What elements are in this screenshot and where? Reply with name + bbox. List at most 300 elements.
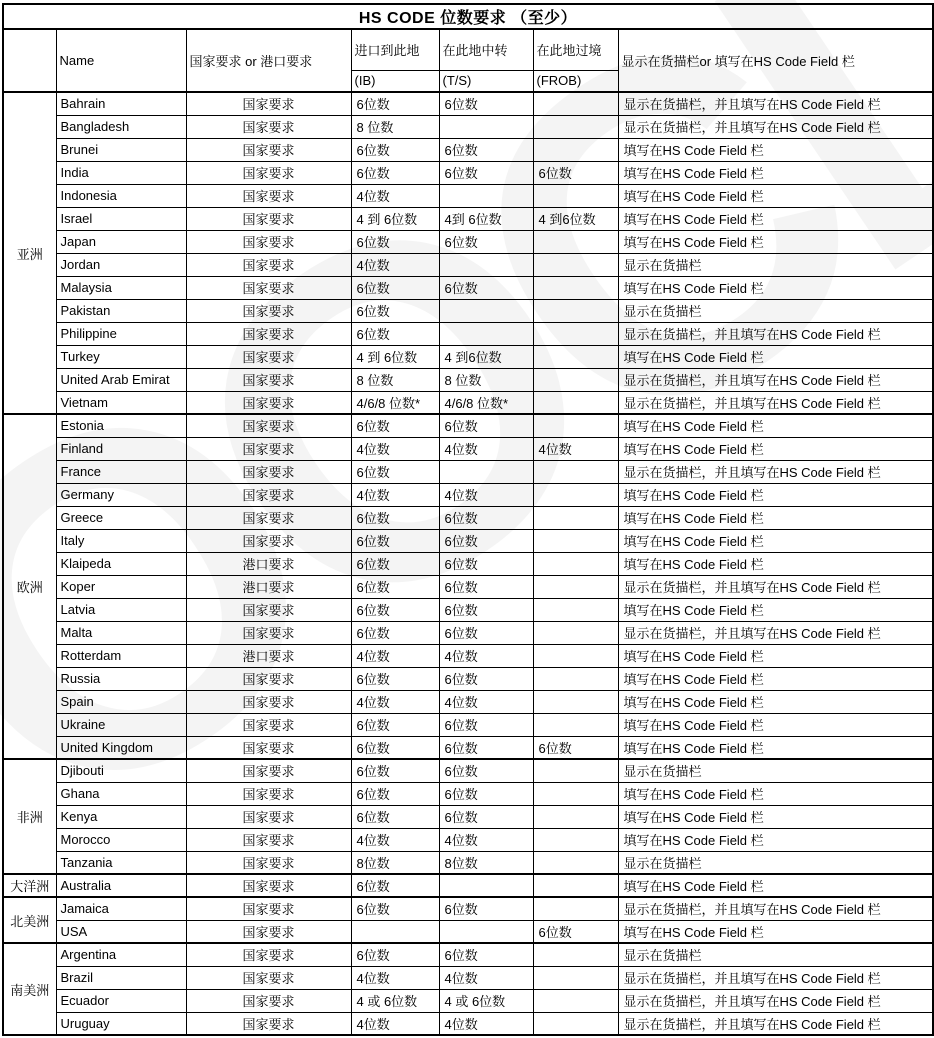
ts-digits: 6位数 xyxy=(439,621,533,644)
requirement-type: 国家要求 xyxy=(186,460,351,483)
country-name: United Kingdom xyxy=(56,736,186,759)
table-row xyxy=(3,782,933,805)
country-name: Russia xyxy=(56,667,186,690)
header-row-main xyxy=(3,29,933,70)
country-name: Vietnam xyxy=(56,391,186,414)
table-row xyxy=(3,368,933,391)
ib-digits: 6位数 xyxy=(351,736,439,759)
display-column-header: 显示在货描栏or 填写在HS Code Field 栏 xyxy=(618,29,933,92)
country-name: Rotterdam xyxy=(56,644,186,667)
country-name: Brazil xyxy=(56,966,186,989)
country-name: India xyxy=(56,161,186,184)
ib-digits: 6位数 xyxy=(351,322,439,345)
page-title: HS CODE 位数要求 （至少） xyxy=(3,4,933,29)
ib-digits: 6位数 xyxy=(351,460,439,483)
display-instruction: 填写在HS Code Field 栏 xyxy=(618,184,933,207)
ib-digits: 6位数 xyxy=(351,782,439,805)
frob-digits xyxy=(533,621,618,644)
ts-column-subheader: (T/S) xyxy=(439,70,533,92)
country-name: Ghana xyxy=(56,782,186,805)
ts-digits: 6位数 xyxy=(439,506,533,529)
ts-digits: 4位数 xyxy=(439,437,533,460)
requirement-type: 港口要求 xyxy=(186,552,351,575)
table-row xyxy=(3,253,933,276)
ts-column-header: 在此地中转 xyxy=(439,29,533,70)
ib-digits: 6位数 xyxy=(351,161,439,184)
requirement-type: 国家要求 xyxy=(186,621,351,644)
ib-digits: 4位数 xyxy=(351,184,439,207)
country-name: Bahrain xyxy=(56,92,186,115)
table-row xyxy=(3,851,933,874)
frob-digits xyxy=(533,828,618,851)
requirement-type: 国家要求 xyxy=(186,414,351,437)
ib-column-subheader: (IB) xyxy=(351,70,439,92)
ib-digits: 6位数 xyxy=(351,138,439,161)
display-instruction: 填写在HS Code Field 栏 xyxy=(618,598,933,621)
requirement-type: 国家要求 xyxy=(186,920,351,943)
display-instruction: 填写在HS Code Field 栏 xyxy=(618,506,933,529)
ts-digits: 8 位数 xyxy=(439,368,533,391)
requirement-type: 国家要求 xyxy=(186,1012,351,1035)
country-name: Spain xyxy=(56,690,186,713)
ts-digits: 6位数 xyxy=(439,736,533,759)
requirement-type: 国家要求 xyxy=(186,230,351,253)
display-instruction: 显示在货描栏 xyxy=(618,253,933,276)
country-name: Germany xyxy=(56,483,186,506)
requirement-type: 国家要求 xyxy=(186,506,351,529)
requirement-type: 港口要求 xyxy=(186,575,351,598)
ts-digits: 6位数 xyxy=(439,414,533,437)
country-name: Latvia xyxy=(56,598,186,621)
requirement-type: 国家要求 xyxy=(186,437,351,460)
display-instruction: 显示在货描栏，并且填写在HS Code Field 栏 xyxy=(618,391,933,414)
table-row xyxy=(3,943,933,966)
frob-column-subheader: (FROB) xyxy=(533,70,618,92)
frob-digits xyxy=(533,138,618,161)
frob-digits xyxy=(533,598,618,621)
requirement-type: 港口要求 xyxy=(186,644,351,667)
frob-digits xyxy=(533,230,618,253)
region-column-header xyxy=(3,29,56,92)
country-name: Klaipeda xyxy=(56,552,186,575)
ib-digits: 6位数 xyxy=(351,529,439,552)
requirement-type: 国家要求 xyxy=(186,874,351,897)
region-label: 非洲 xyxy=(3,759,56,874)
requirement-column-header: 国家要求 or 港口要求 xyxy=(186,29,351,92)
ib-digits: 4 或 6位数 xyxy=(351,989,439,1012)
ts-digits: 6位数 xyxy=(439,230,533,253)
table-row xyxy=(3,414,933,437)
frob-digits xyxy=(533,184,618,207)
display-instruction: 填写在HS Code Field 栏 xyxy=(618,690,933,713)
ts-digits xyxy=(439,115,533,138)
hs-code-requirements-table xyxy=(2,3,934,1036)
ib-digits: 4位数 xyxy=(351,828,439,851)
ib-digits: 8位数 xyxy=(351,851,439,874)
country-name: France xyxy=(56,460,186,483)
ib-digits: 4位数 xyxy=(351,1012,439,1035)
ib-digits: 8 位数 xyxy=(351,368,439,391)
requirement-type: 国家要求 xyxy=(186,276,351,299)
frob-digits xyxy=(533,345,618,368)
display-instruction: 显示在货描栏 xyxy=(618,759,933,782)
frob-digits xyxy=(533,552,618,575)
display-instruction: 填写在HS Code Field 栏 xyxy=(618,207,933,230)
ts-digits xyxy=(439,322,533,345)
display-instruction: 显示在货描栏，并且填写在HS Code Field 栏 xyxy=(618,368,933,391)
ib-digits: 6位数 xyxy=(351,575,439,598)
country-name: Philippine xyxy=(56,322,186,345)
country-name: Pakistan xyxy=(56,299,186,322)
requirement-type: 国家要求 xyxy=(186,759,351,782)
table-header xyxy=(3,4,933,92)
ib-digits: 6位数 xyxy=(351,230,439,253)
country-name: Turkey xyxy=(56,345,186,368)
ts-digits: 6位数 xyxy=(439,897,533,920)
ts-digits: 6位数 xyxy=(439,805,533,828)
region-label: 南美洲 xyxy=(3,943,56,1035)
ts-digits: 8位数 xyxy=(439,851,533,874)
ib-digits: 6位数 xyxy=(351,713,439,736)
ts-digits: 6位数 xyxy=(439,713,533,736)
frob-digits xyxy=(533,690,618,713)
table-row xyxy=(3,552,933,575)
frob-digits xyxy=(533,667,618,690)
display-instruction: 填写在HS Code Field 栏 xyxy=(618,552,933,575)
ts-digits: 4位数 xyxy=(439,483,533,506)
requirement-type: 国家要求 xyxy=(186,391,351,414)
country-name: Ecuador xyxy=(56,989,186,1012)
display-instruction: 填写在HS Code Field 栏 xyxy=(618,414,933,437)
country-name: Tanzania xyxy=(56,851,186,874)
display-instruction: 显示在货描栏，并且填写在HS Code Field 栏 xyxy=(618,575,933,598)
display-instruction: 填写在HS Code Field 栏 xyxy=(618,782,933,805)
table-row xyxy=(3,920,933,943)
frob-digits xyxy=(533,391,618,414)
ib-digits: 6位数 xyxy=(351,414,439,437)
display-instruction: 显示在货描栏，并且填写在HS Code Field 栏 xyxy=(618,621,933,644)
frob-digits xyxy=(533,943,618,966)
frob-digits xyxy=(533,460,618,483)
table-row xyxy=(3,138,933,161)
display-instruction: 填写在HS Code Field 栏 xyxy=(618,230,933,253)
requirement-type: 国家要求 xyxy=(186,299,351,322)
requirement-type: 国家要求 xyxy=(186,713,351,736)
frob-digits xyxy=(533,851,618,874)
frob-digits: 6位数 xyxy=(533,736,618,759)
table-row xyxy=(3,92,933,115)
country-name: Malaysia xyxy=(56,276,186,299)
table-row xyxy=(3,690,933,713)
region-label: 北美洲 xyxy=(3,897,56,943)
country-name: Indonesia xyxy=(56,184,186,207)
ib-digits: 6位数 xyxy=(351,667,439,690)
display-instruction: 显示在货描栏，并且填写在HS Code Field 栏 xyxy=(618,115,933,138)
table-row xyxy=(3,529,933,552)
display-instruction: 填写在HS Code Field 栏 xyxy=(618,874,933,897)
display-instruction: 显示在货描栏，并且填写在HS Code Field 栏 xyxy=(618,460,933,483)
country-name: Japan xyxy=(56,230,186,253)
display-instruction: 填写在HS Code Field 栏 xyxy=(618,138,933,161)
region-label: 大洋洲 xyxy=(3,874,56,897)
ts-digits: 6位数 xyxy=(439,276,533,299)
ib-digits: 4位数 xyxy=(351,690,439,713)
country-name: Kenya xyxy=(56,805,186,828)
ib-digits: 6位数 xyxy=(351,506,439,529)
requirement-type: 国家要求 xyxy=(186,989,351,1012)
requirement-type: 国家要求 xyxy=(186,161,351,184)
requirement-type: 国家要求 xyxy=(186,322,351,345)
ts-digits xyxy=(439,874,533,897)
ts-digits: 4到 6位数 xyxy=(439,207,533,230)
region-label: 亚洲 xyxy=(3,92,56,414)
frob-digits xyxy=(533,414,618,437)
display-instruction: 显示在货描栏，并且填写在HS Code Field 栏 xyxy=(618,989,933,1012)
table-row xyxy=(3,230,933,253)
country-name: Italy xyxy=(56,529,186,552)
ib-digits xyxy=(351,920,439,943)
table-row xyxy=(3,736,933,759)
frob-digits: 4位数 xyxy=(533,437,618,460)
country-name: Israel xyxy=(56,207,186,230)
table-row xyxy=(3,644,933,667)
country-name: Uruguay xyxy=(56,1012,186,1035)
display-instruction: 显示在货描栏，并且填写在HS Code Field 栏 xyxy=(618,92,933,115)
ib-digits: 6位数 xyxy=(351,874,439,897)
frob-digits xyxy=(533,805,618,828)
frob-digits: 4 到6位数 xyxy=(533,207,618,230)
frob-digits xyxy=(533,529,618,552)
display-instruction: 填写在HS Code Field 栏 xyxy=(618,161,933,184)
display-instruction: 填写在HS Code Field 栏 xyxy=(618,920,933,943)
requirement-type: 国家要求 xyxy=(186,115,351,138)
ib-digits: 6位数 xyxy=(351,805,439,828)
table-row xyxy=(3,184,933,207)
ts-digits: 6位数 xyxy=(439,92,533,115)
frob-column-header: 在此地过境 xyxy=(533,29,618,70)
ts-digits xyxy=(439,184,533,207)
country-name: Ukraine xyxy=(56,713,186,736)
table-row xyxy=(3,506,933,529)
table-row xyxy=(3,207,933,230)
ib-digits: 4位数 xyxy=(351,483,439,506)
requirement-type: 国家要求 xyxy=(186,966,351,989)
display-instruction: 填写在HS Code Field 栏 xyxy=(618,667,933,690)
ts-digits: 4位数 xyxy=(439,828,533,851)
frob-digits xyxy=(533,644,618,667)
ib-digits: 4/6/8 位数* xyxy=(351,391,439,414)
requirement-type: 国家要求 xyxy=(186,782,351,805)
frob-digits xyxy=(533,575,618,598)
table-row xyxy=(3,299,933,322)
frob-digits xyxy=(533,713,618,736)
display-instruction: 填写在HS Code Field 栏 xyxy=(618,483,933,506)
ib-digits: 4 到 6位数 xyxy=(351,207,439,230)
ts-digits xyxy=(439,920,533,943)
requirement-type: 国家要求 xyxy=(186,736,351,759)
table-row xyxy=(3,805,933,828)
table-row xyxy=(3,667,933,690)
name-column-header: Name xyxy=(56,29,186,92)
country-name: Australia xyxy=(56,874,186,897)
ts-digits: 4位数 xyxy=(439,1012,533,1035)
display-instruction: 填写在HS Code Field 栏 xyxy=(618,345,933,368)
display-instruction: 填写在HS Code Field 栏 xyxy=(618,644,933,667)
table-body xyxy=(3,92,933,1035)
country-name: Finland xyxy=(56,437,186,460)
frob-digits xyxy=(533,782,618,805)
frob-digits xyxy=(533,92,618,115)
frob-digits xyxy=(533,989,618,1012)
display-instruction: 显示在货描栏，并且填写在HS Code Field 栏 xyxy=(618,966,933,989)
title-row xyxy=(3,4,933,29)
ib-digits: 4位数 xyxy=(351,253,439,276)
requirement-type: 国家要求 xyxy=(186,529,351,552)
requirement-type: 国家要求 xyxy=(186,598,351,621)
ts-digits: 4 或 6位数 xyxy=(439,989,533,1012)
ib-digits: 8 位数 xyxy=(351,115,439,138)
display-instruction: 显示在货描栏 xyxy=(618,943,933,966)
ib-digits: 6位数 xyxy=(351,552,439,575)
country-name: Argentina xyxy=(56,943,186,966)
display-instruction: 填写在HS Code Field 栏 xyxy=(618,736,933,759)
display-instruction: 显示在货描栏 xyxy=(618,299,933,322)
ib-digits: 4 到 6位数 xyxy=(351,345,439,368)
frob-digits xyxy=(533,322,618,345)
table-row xyxy=(3,621,933,644)
table-row xyxy=(3,115,933,138)
country-name: Greece xyxy=(56,506,186,529)
frob-digits xyxy=(533,759,618,782)
table-row xyxy=(3,828,933,851)
ts-digits xyxy=(439,460,533,483)
ts-digits xyxy=(439,253,533,276)
country-name: Djibouti xyxy=(56,759,186,782)
table-row xyxy=(3,437,933,460)
requirement-type: 国家要求 xyxy=(186,184,351,207)
frob-digits xyxy=(533,253,618,276)
display-instruction: 显示在货描栏，并且填写在HS Code Field 栏 xyxy=(618,1012,933,1035)
requirement-type: 国家要求 xyxy=(186,667,351,690)
requirement-type: 国家要求 xyxy=(186,897,351,920)
table-row xyxy=(3,345,933,368)
ib-digits: 6位数 xyxy=(351,621,439,644)
table-row xyxy=(3,391,933,414)
requirement-type: 国家要求 xyxy=(186,368,351,391)
frob-digits xyxy=(533,1012,618,1035)
country-name: Jordan xyxy=(56,253,186,276)
table-row xyxy=(3,1012,933,1035)
country-name: Morocco xyxy=(56,828,186,851)
ts-digits: 4/6/8 位数* xyxy=(439,391,533,414)
country-name: Koper xyxy=(56,575,186,598)
requirement-type: 国家要求 xyxy=(186,92,351,115)
ib-digits: 4位数 xyxy=(351,644,439,667)
country-name: United Arab Emirat xyxy=(56,368,186,391)
ts-digits: 6位数 xyxy=(439,759,533,782)
table-row xyxy=(3,276,933,299)
ts-digits: 6位数 xyxy=(439,782,533,805)
country-name: Jamaica xyxy=(56,897,186,920)
requirement-type: 国家要求 xyxy=(186,805,351,828)
requirement-type: 国家要求 xyxy=(186,828,351,851)
ts-digits: 4位数 xyxy=(439,966,533,989)
ib-digits: 6位数 xyxy=(351,598,439,621)
table-row xyxy=(3,989,933,1012)
requirement-type: 国家要求 xyxy=(186,943,351,966)
display-instruction: 显示在货描栏，并且填写在HS Code Field 栏 xyxy=(618,897,933,920)
requirement-type: 国家要求 xyxy=(186,345,351,368)
region-label: 欧洲 xyxy=(3,414,56,759)
display-instruction: 填写在HS Code Field 栏 xyxy=(618,828,933,851)
table-row xyxy=(3,966,933,989)
ts-digits: 6位数 xyxy=(439,575,533,598)
ib-digits: 4位数 xyxy=(351,437,439,460)
country-name: Brunei xyxy=(56,138,186,161)
display-instruction: 填写在HS Code Field 栏 xyxy=(618,529,933,552)
frob-digits xyxy=(533,483,618,506)
ts-digits xyxy=(439,299,533,322)
ts-digits: 6位数 xyxy=(439,943,533,966)
table-row xyxy=(3,874,933,897)
country-name: Malta xyxy=(56,621,186,644)
ts-digits: 4位数 xyxy=(439,690,533,713)
country-name: Bangladesh xyxy=(56,115,186,138)
table-row xyxy=(3,759,933,782)
ts-digits: 4 到6位数 xyxy=(439,345,533,368)
ib-column-header: 进口到此地 xyxy=(351,29,439,70)
frob-digits xyxy=(533,506,618,529)
ib-digits: 6位数 xyxy=(351,276,439,299)
frob-digits xyxy=(533,276,618,299)
frob-digits xyxy=(533,966,618,989)
table-row xyxy=(3,322,933,345)
ts-digits: 6位数 xyxy=(439,598,533,621)
table-row xyxy=(3,598,933,621)
table-row xyxy=(3,897,933,920)
country-name: USA xyxy=(56,920,186,943)
table-row xyxy=(3,483,933,506)
frob-digits xyxy=(533,897,618,920)
frob-digits: 6位数 xyxy=(533,920,618,943)
table-row xyxy=(3,713,933,736)
ts-digits: 6位数 xyxy=(439,529,533,552)
ts-digits: 6位数 xyxy=(439,552,533,575)
ib-digits: 6位数 xyxy=(351,92,439,115)
requirement-type: 国家要求 xyxy=(186,253,351,276)
display-instruction: 填写在HS Code Field 栏 xyxy=(618,713,933,736)
ts-digits: 6位数 xyxy=(439,138,533,161)
ib-digits: 4位数 xyxy=(351,966,439,989)
display-instruction: 填写在HS Code Field 栏 xyxy=(618,805,933,828)
display-instruction: 显示在货描栏，并且填写在HS Code Field 栏 xyxy=(618,322,933,345)
ib-digits: 6位数 xyxy=(351,759,439,782)
country-name: Estonia xyxy=(56,414,186,437)
requirement-type: 国家要求 xyxy=(186,138,351,161)
requirement-type: 国家要求 xyxy=(186,851,351,874)
ts-digits: 4位数 xyxy=(439,644,533,667)
frob-digits xyxy=(533,115,618,138)
requirement-type: 国家要求 xyxy=(186,207,351,230)
ts-digits: 6位数 xyxy=(439,161,533,184)
ts-digits: 6位数 xyxy=(439,667,533,690)
display-instruction: 显示在货描栏 xyxy=(618,851,933,874)
requirement-type: 国家要求 xyxy=(186,690,351,713)
requirement-type: 国家要求 xyxy=(186,483,351,506)
table-row xyxy=(3,575,933,598)
ib-digits: 6位数 xyxy=(351,943,439,966)
display-instruction: 填写在HS Code Field 栏 xyxy=(618,437,933,460)
